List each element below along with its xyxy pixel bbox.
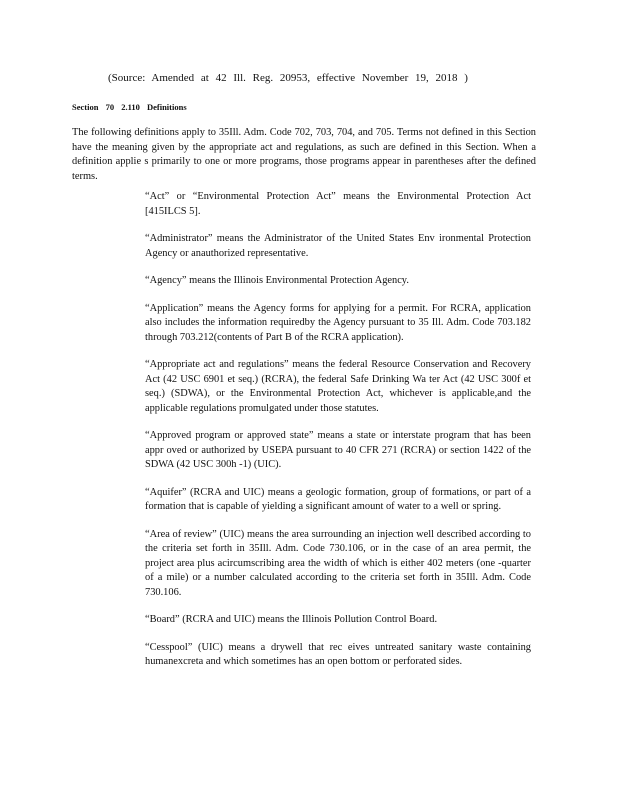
- definition-agency: “Agency” means the Illinois Environmental Protection Agency.: [145, 275, 409, 286]
- definition-board: “Board” (RCRA and UIC) means the Illinois Pollution Control Board.: [145, 614, 438, 625]
- definition-act: “Act” or “Environmental Protection Act” means the Environmental Protection Act [415ILCS 5].: [145, 191, 531, 217]
- definition-appropriate-act: “Appropriate act and regulations” means the federal Resource Conservation and Recovery Act (42 USC 6901 et seq.) (RCRA), the federal Safe Drinking Wa ter Act (42 USC 300f et seq.) (SDWA), or the Environmental Protection Act, whichever is applicable,and the applicable regulations promulgated under those statutes.: [145, 359, 531, 414]
- definition-approved-program: “Approved program or approved state” means a state or interstate program that has been appr oved or authorized by USEPA pursuant to 40 CFR 271 (RCRA) or section 1422 of the SDWA (42 USC 300h -1) (UIC).: [145, 430, 531, 470]
- section-heading: Section 70 2.110 Definitions: [72, 102, 187, 112]
- source-note: (Source: Amended at 42 Ill. Reg. 20953, effective November 19, 2018 ): [108, 72, 468, 84]
- definition-cesspool: “Cesspool” (UIC) means a drywell that rec eives untreated sanitary waste containing humanexcreta and which sometimes has an open bottom or perforated sides.: [145, 641, 531, 667]
- definition-administrator: “Administrator” means the Administrator of the United States Env ironmental Protection Agency or anauthorized representative.: [145, 233, 531, 259]
- definition-application: “Application” means the Agency forms for applying for a permit. For RCRA, application also includes the information requiredby the Agency pursuant to 35 Ill. Adm. Code 703.182 through 703.212(contents of Part B of the RCRA application).: [145, 302, 531, 343]
- intro-paragraph: The following definitions apply to 35Ill. Adm. Code 702, 703, 704, and 705. Terms not defined in this Section have the meaning given by the appropriate act and regulations, as such are defined in this Section. When a definition applie s primarily to one or more programs, those programs appear in parentheses after the defined terms.: [72, 127, 536, 182]
- definition-area-of-review: “Area of review” (UIC) means the area surrounding an injection well described according to the criteria set forth in 35Ill. Adm. Code 730.106, or in the case of an area permit, the project area plus acircumscribing area the width of which is either 402 meters (one -quarter of a mile) or a number calculated according to the criteria set forth in 35Ill. Adm. Code 730.106.: [145, 528, 531, 598]
- definition-aquifer: “Aquifer” (RCRA and UIC) means a geologic formation, group of formations, or part of a formation that is capable of yielding a significant amount of water to a well or spring.: [145, 486, 531, 512]
- definitions-list: [145, 190, 531, 683]
